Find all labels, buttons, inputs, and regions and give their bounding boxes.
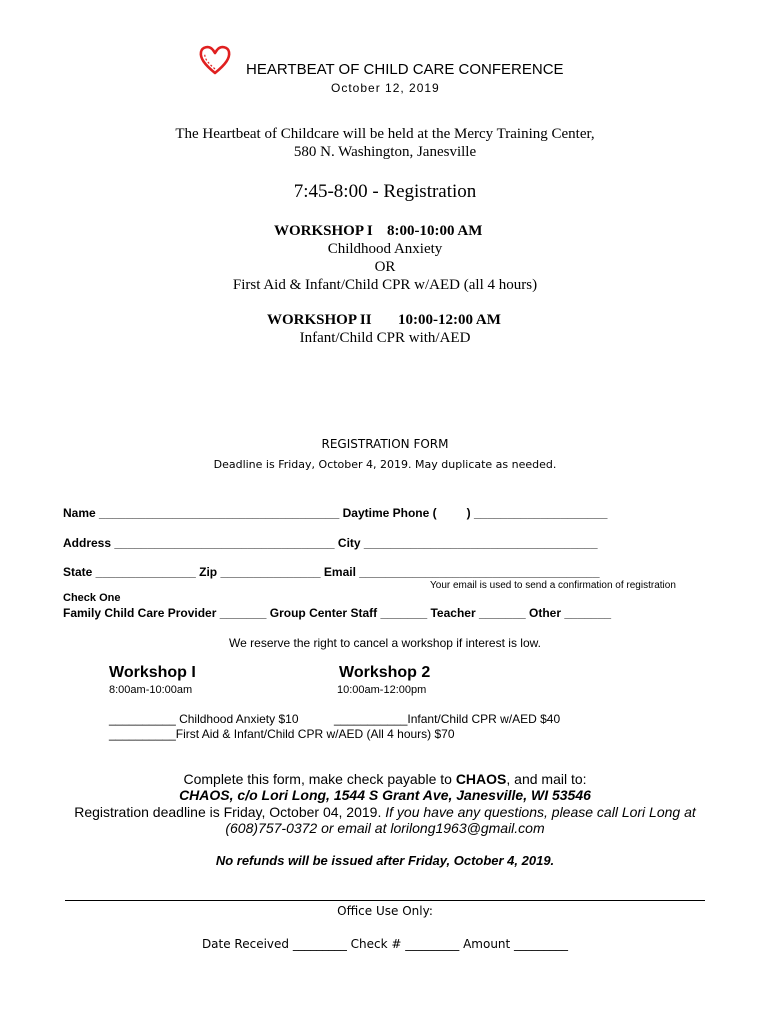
heart-icon — [198, 44, 232, 76]
workshop1-topic-2: First Aid & Infant/Child CPR w/AED (all 4 hours) — [232, 277, 538, 293]
state-zip-email-field[interactable]: State _______________ Zip _______________ Email ____________________________________ — [63, 565, 600, 579]
payment-instructions — [0, 771, 770, 787]
intro-line-2: 580 N. Washington, Janesville — [293, 144, 477, 160]
deadline-text: Registration deadline is Friday, October 04, 2019. — [74, 804, 386, 820]
workshop1-topic-1: Childhood Anxiety — [327, 241, 443, 257]
payment-text-pre: Complete this form, make check payable to — [183, 771, 456, 787]
payee-name: CHAOS — [455, 771, 507, 787]
address-city-field[interactable]: Address _________________________________ City ___________________________________ — [63, 536, 598, 550]
cancel-note: We reserve the right to cancel a workshop if interest is low. — [229, 636, 541, 650]
workshop2-label: WORKSHOP II — [267, 312, 372, 328]
office-use-fields[interactable]: Date Received _________ Check # _________ Amount _________ — [201, 937, 569, 951]
workshop2-time-range: 10:00am-12:00pm — [337, 684, 427, 696]
workshop1-time-range: 8:00am-10:00am — [109, 684, 193, 696]
questions-text: If you have any questions, please call Lori Long at — [385, 804, 696, 820]
workshop1-heading: Workshop I — [109, 664, 196, 681]
registration-time: 7:45-8:00 - Registration — [293, 181, 477, 202]
workshop2-topic-1: Infant/Child CPR with/AED — [299, 330, 471, 346]
deadline-note: Deadline is Friday, October 4, 2019. May duplicate as needed. — [213, 458, 557, 471]
contact-info: (608)757-0372 or email at lorilong1963@gmail.com — [225, 820, 545, 836]
workshop2-heading: Workshop 2 — [339, 664, 431, 681]
check-one-label: Check One — [63, 592, 121, 604]
office-use-title: Office Use Only: — [337, 904, 433, 918]
workshop1-or: OR — [374, 259, 396, 275]
conference-title: HEARTBEAT OF CHILD CARE CONFERENCE — [246, 61, 564, 78]
conference-date: October 12, 2019 — [331, 81, 440, 95]
workshop1-time: 8:00-10:00 AM — [387, 223, 483, 239]
workshop2-time: 10:00-12:00 AM — [398, 312, 501, 328]
option-infant-child-cpr[interactable]: ___________Infant/Child CPR w/AED $40 — [334, 712, 561, 726]
form-title: REGISTRATION FORM — [321, 437, 449, 451]
mailing-address: CHAOS, c/o Lori Long, 1544 S Grant Ave, Janesville, WI 53546 — [179, 787, 591, 803]
logo — [198, 44, 232, 76]
option-first-aid-cpr[interactable]: __________First Aid & Infant/Child CPR w/AED (All 4 hours) $70 — [109, 727, 455, 741]
no-refunds-note: No refunds will be issued after Friday, October 4, 2019. — [215, 853, 555, 868]
payment-text-post: , and mail to: — [506, 771, 587, 787]
option-childhood-anxiety[interactable]: __________ Childhood Anxiety $10 — [109, 712, 299, 726]
provider-type-options[interactable]: Family Child Care Provider _______ Group Center Staff _______ Teacher _______ Other _______ — [63, 606, 612, 620]
workshop1-label: WORKSHOP I — [274, 223, 373, 239]
email-note: Your email is used to send a confirmation of registration — [430, 580, 676, 591]
intro-line-1: The Heartbeat of Childcare will be held at the Mercy Training Center, — [175, 126, 595, 142]
deadline-and-questions — [0, 804, 770, 820]
name-phone-field[interactable]: Name ____________________________________ Daytime Phone ( ) ____________________ — [63, 506, 608, 520]
office-divider — [65, 900, 705, 901]
